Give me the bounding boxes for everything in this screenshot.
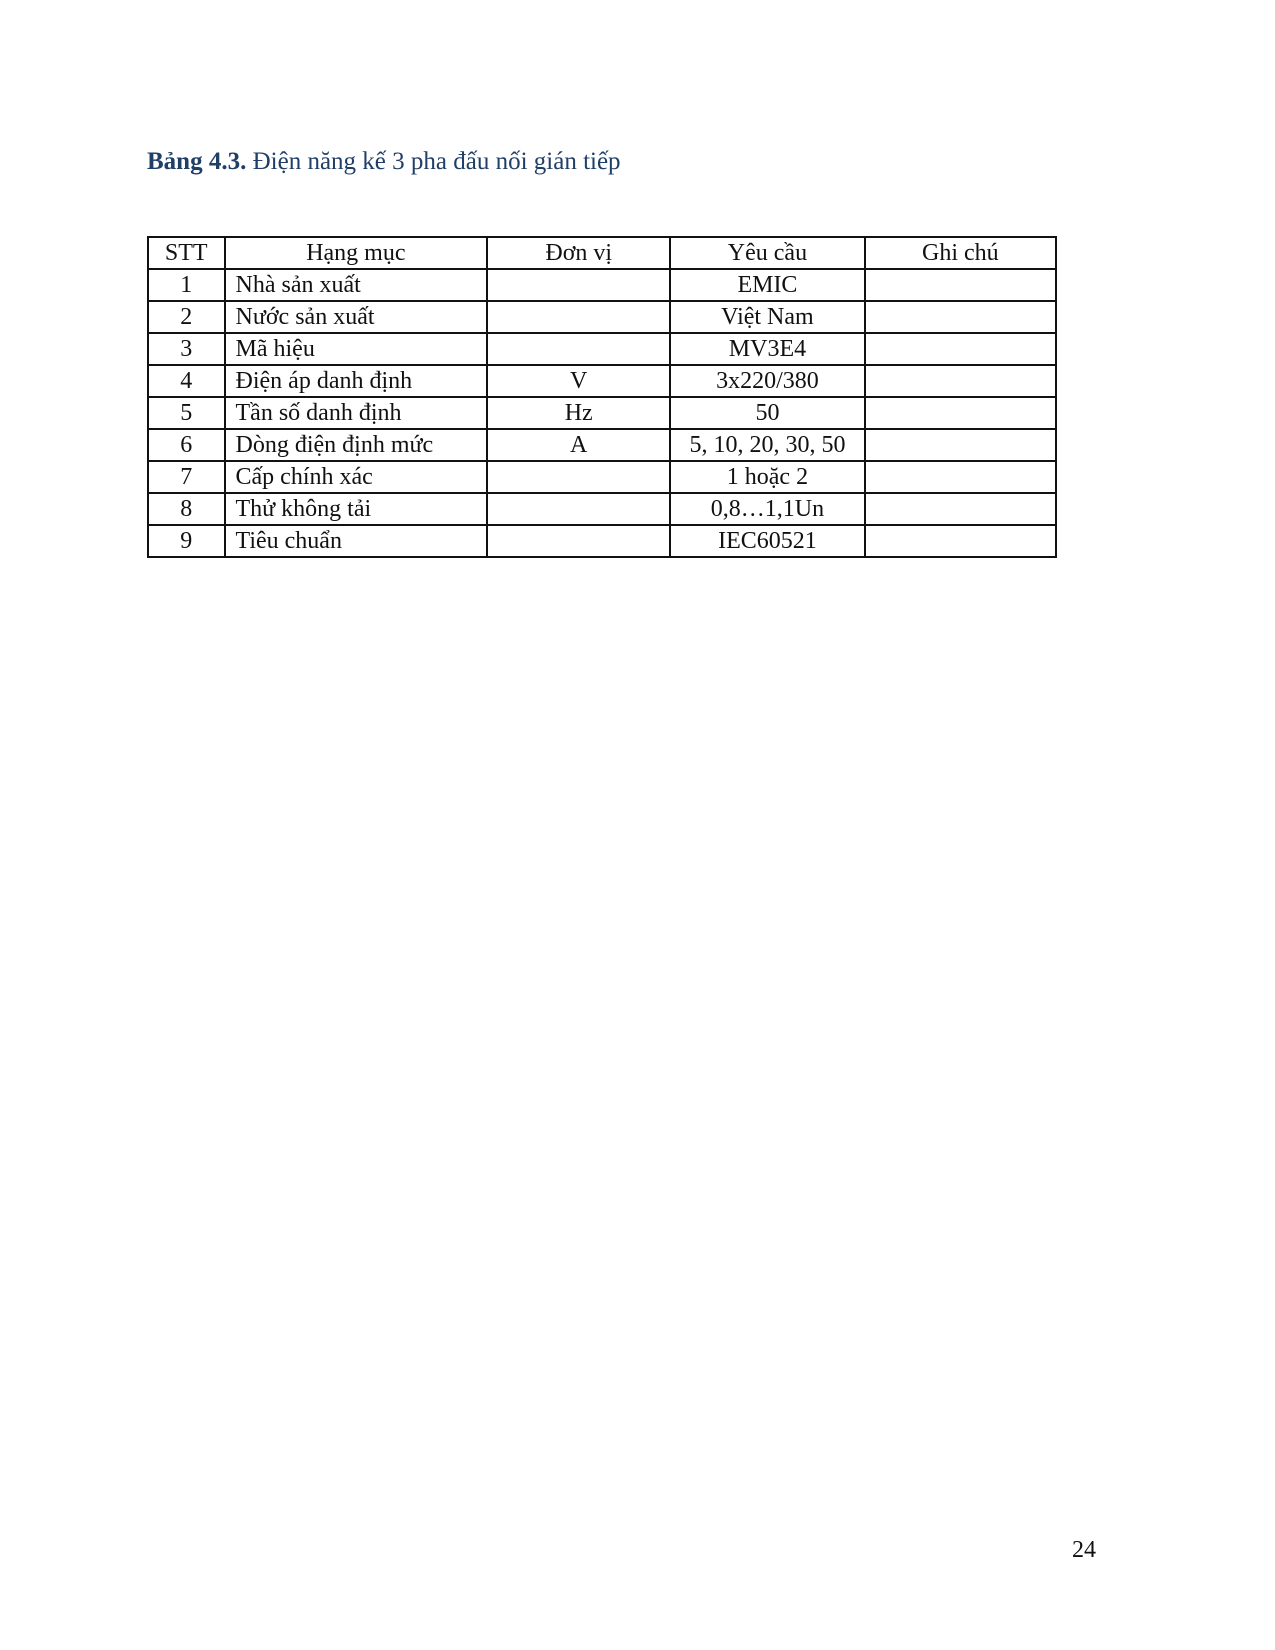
table-header-row [148,237,1056,269]
cell-unit [487,461,670,493]
table-row [148,397,1056,429]
cell-requirement: 50 [670,397,864,429]
cell-unit: A [487,429,670,461]
page-number: 24 [1072,1537,1096,1563]
table-row [148,493,1056,525]
cell-stt: 1 [148,269,225,301]
cell-requirement: IEC60521 [670,525,864,557]
cell-stt: 8 [148,493,225,525]
header-requirement: Yêu cầu [670,237,864,269]
cell-unit [487,301,670,333]
cell-unit [487,333,670,365]
cell-note [865,525,1056,557]
table-row [148,461,1056,493]
table-caption [147,146,621,178]
table-row [148,429,1056,461]
cell-item: Nhà sản xuất [225,269,488,301]
cell-stt: 6 [148,429,225,461]
table-caption-text: Điện năng kế 3 pha đấu nối gián tiếp [246,148,621,175]
cell-unit [487,493,670,525]
header-note: Ghi chú [865,237,1056,269]
header-stt: STT [148,237,225,269]
specification-table [147,236,1057,558]
table-row [148,333,1056,365]
table-row [148,301,1056,333]
cell-requirement: 0,8…1,1Un [670,493,864,525]
cell-requirement: MV3E4 [670,333,864,365]
cell-note [865,461,1056,493]
cell-stt: 3 [148,333,225,365]
cell-stt: 7 [148,461,225,493]
cell-requirement: 5, 10, 20, 30, 50 [670,429,864,461]
cell-note [865,301,1056,333]
cell-note [865,397,1056,429]
cell-note [865,333,1056,365]
cell-requirement: 3x220/380 [670,365,864,397]
cell-stt: 4 [148,365,225,397]
cell-requirement: 1 hoặc 2 [670,461,864,493]
cell-unit [487,525,670,557]
cell-item: Tiêu chuẩn [225,525,488,557]
cell-unit [487,269,670,301]
header-unit: Đơn vị [487,237,670,269]
cell-stt: 9 [148,525,225,557]
cell-item: Dòng điện định mức [225,429,488,461]
cell-note [865,365,1056,397]
cell-note [865,493,1056,525]
cell-item: Cấp chính xác [225,461,488,493]
cell-item: Mã hiệu [225,333,488,365]
table-caption-label: Bảng 4.3. [147,148,247,175]
cell-requirement: EMIC [670,269,864,301]
cell-note [865,429,1056,461]
table-row [148,365,1056,397]
cell-unit: V [487,365,670,397]
header-item: Hạng mục [225,237,488,269]
cell-item: Tần số danh định [225,397,488,429]
cell-note [865,269,1056,301]
table-row [148,269,1056,301]
cell-unit: Hz [487,397,670,429]
cell-stt: 5 [148,397,225,429]
cell-item: Thử không tải [225,493,488,525]
cell-item: Nước sản xuất [225,301,488,333]
table-row [148,525,1056,557]
cell-stt: 2 [148,301,225,333]
cell-requirement: Việt Nam [670,301,864,333]
cell-item: Điện áp danh định [225,365,488,397]
